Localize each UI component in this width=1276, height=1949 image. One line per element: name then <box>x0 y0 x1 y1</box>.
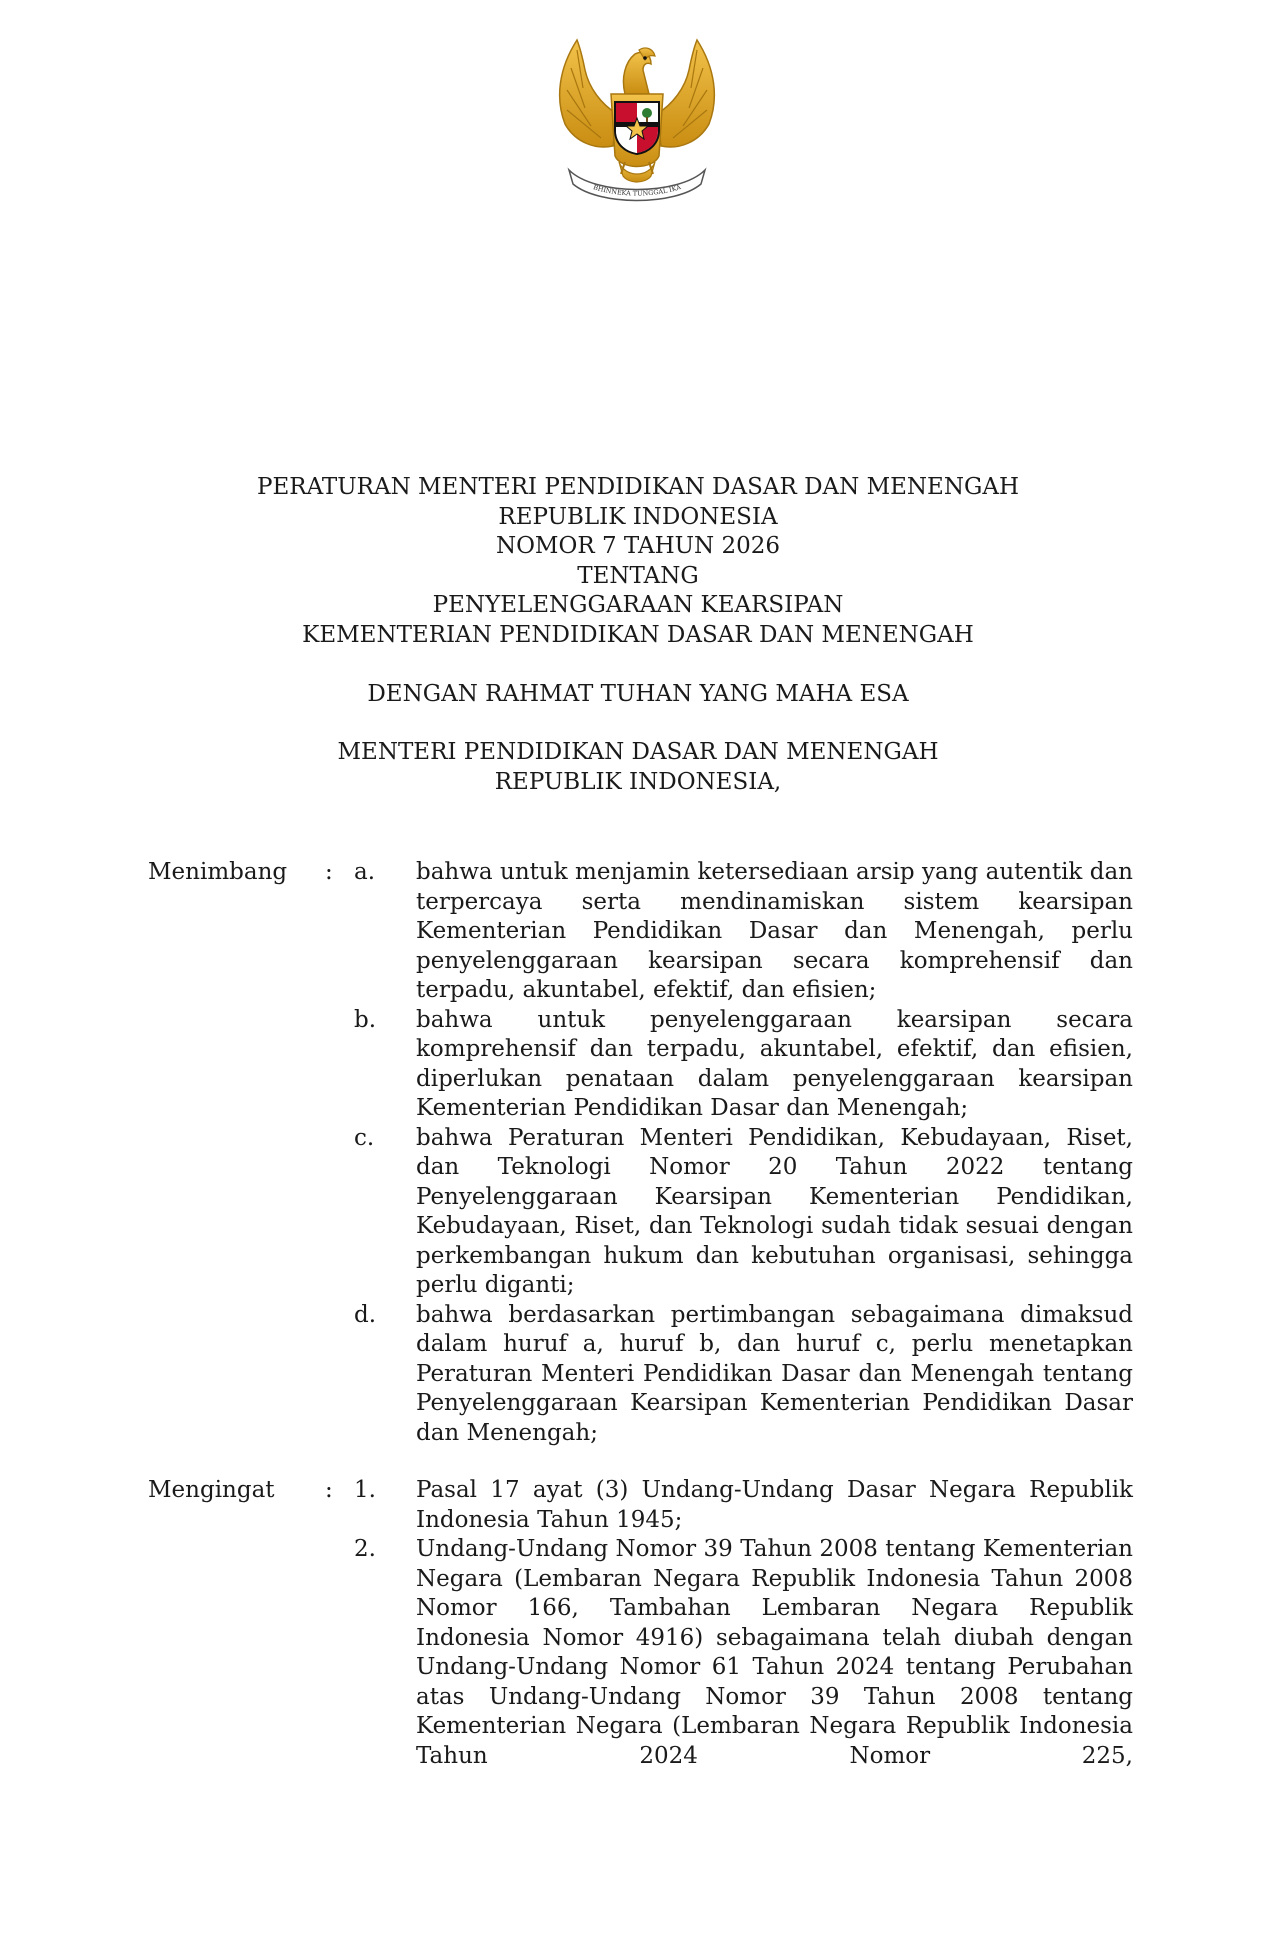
item-marker: d. <box>354 1301 377 1328</box>
consideration-item <box>0 1124 1276 1301</box>
invocation <box>0 680 1276 710</box>
enactor-line: MENTERI PENDIDIKAN DASAR DAN MENENGAH <box>337 739 939 765</box>
consideration-item <box>0 858 1276 1006</box>
motto-text: BHINNEKA TUNGGAL IKA <box>592 183 682 198</box>
left-wing-shape <box>560 40 617 147</box>
title-line: PERATURAN MENTERI PENDIDIKAN DASAR DAN MENENGAH <box>256 474 1020 500</box>
item-text: Pasal 17 ayat (3) Undang-Undang Dasar Negara Republik Indonesia Tahun 1945; <box>416 1477 1133 1533</box>
section-colon: : <box>325 1477 333 1503</box>
title-line: KEMENTERIAN PENDIDIKAN DASAR DAN MENENGAH <box>302 621 974 648</box>
title-line: REPUBLIK INDONESIA <box>498 503 778 530</box>
item-marker: b. <box>354 1006 377 1033</box>
section-label: Menimbang <box>148 859 288 885</box>
legal-basis-item <box>0 1476 1276 1535</box>
item-marker: 2. <box>354 1536 376 1562</box>
legal-basis-item <box>0 1535 1276 1771</box>
item-marker: a. <box>354 859 376 885</box>
item-text: bahwa Peraturan Menteri Pendidikan, Kebudayaan, Riset, dan Teknologi Nomor 20 Tahun 2022 tentang Penyelenggaraan Kearsipan Kementerian Pendidikan, Kebudayaan, Riset, dan Teknologi sudah tidak sesuai dengan perkembangan hukum dan kebutuhan organisasi, sehingga perlu diganti; <box>416 1124 1133 1298</box>
consideration-item <box>0 1301 1276 1449</box>
item-marker: 1. <box>354 1477 376 1503</box>
right-wing-shape <box>657 40 714 147</box>
item-text: Undang-Undang Nomor 39 Tahun 2008 tentang Kementerian Negara (Lembaran Negara Republik Indonesia Tahun 2008 Nomor 166, Tambahan Lembaran Negara Republik Indonesia Nomor 4916) sebagaimana telah diubah dengan Undang-Undang Nomor 61 Tahun 2024 tentang Perubahan atas Undang-Undang Nomor 39 Tahun 2008 tentang Kementerian Negara (Lembaran Negara Republik Indonesia Tahun 2024 Nomor 225, <box>416 1536 1133 1769</box>
section-colon: : <box>325 859 333 885</box>
enactor <box>0 738 1276 797</box>
regulation-title <box>0 473 1276 650</box>
item-marker: c. <box>354 1124 375 1151</box>
title-line: PENYELENGGARAAN KEARSIPAN <box>432 592 844 618</box>
enactor-line: REPUBLIK INDONESIA, <box>494 768 782 795</box>
consideration-item <box>0 1006 1276 1124</box>
garuda-emblem <box>555 38 719 208</box>
invocation-text: DENGAN RAHMAT TUHAN YANG MAHA ESA <box>367 681 909 707</box>
title-line: TENTANG <box>577 562 699 589</box>
shield-shape <box>615 102 659 154</box>
item-text: bahwa untuk menjamin ketersediaan arsip yang autentik dan terpercaya serta mendinamiskan sistem kearsipan Kementerian Pendidikan Dasar dan Menengah, perlu penyelenggaraan kearsipan secara komprehensif dan terpadu, akuntabel, efektif, dan efisien; <box>416 859 1133 1003</box>
item-text: bahwa berdasarkan pertimbangan sebagaimana dimaksud dalam huruf a, huruf b, dan huruf c, perlu menetapkan Peraturan Menteri Pendidikan Dasar dan Menengah tentang Penyelenggaraan Kearsipan Kementerian Pendidikan Dasar dan Menengah; <box>416 1301 1133 1446</box>
title-line: NOMOR 7 TAHUN 2026 <box>495 533 781 559</box>
item-text: bahwa untuk penyelenggaraan kearsipan secara komprehensif dan terpadu, akuntabel, efektif, dan efisien, diperlukan penataan dalam penyelenggaraan kearsipan Kementerian Pendidikan Dasar dan Menengah; <box>416 1006 1133 1121</box>
section-label: Mengingat <box>148 1477 275 1503</box>
